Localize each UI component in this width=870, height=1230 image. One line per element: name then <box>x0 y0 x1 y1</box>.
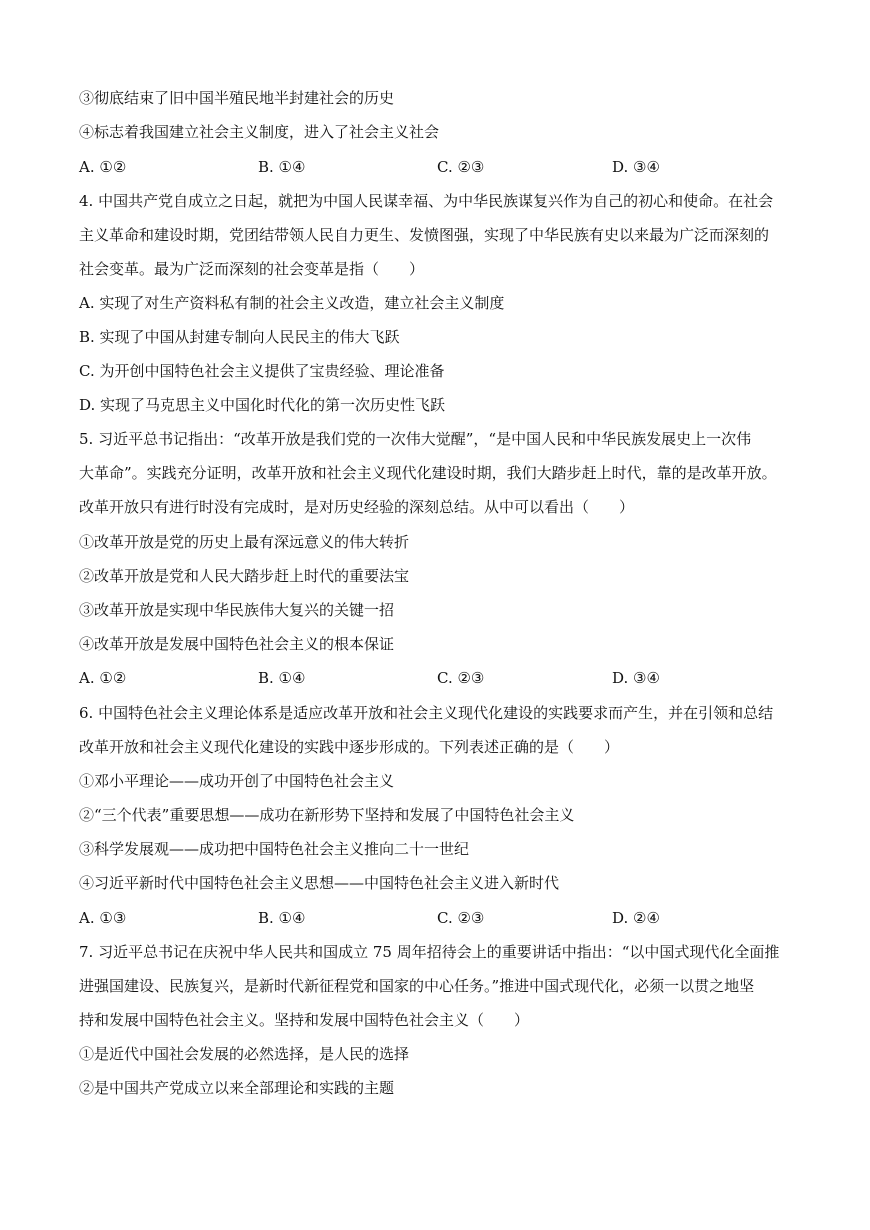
q5-option-b[interactable]: B. ①④ <box>258 669 306 687</box>
q6-stem-line-2: 改革开放和社会主义现代化建设的实践中逐步形成的。下列表述正确的是（ ） <box>79 738 620 756</box>
q4-stem-line-2: 主义革命和建设时期，党团结带领人民自力更生、发愤图强，实现了中华民族有史以来最为广泛而深刻的 <box>79 226 770 244</box>
q7-statement-1: ①是近代中国社会发展的必然选择，是人民的选择 <box>79 1045 410 1063</box>
q5-stem-line-1: 5. 习近平总书记指出：“改革开放是我们党的一次伟大觉醒”，“是中国人民和中华民族发展史上一次伟 <box>79 430 752 448</box>
q6-option-b[interactable]: B. ①④ <box>258 909 306 927</box>
q4-option-a[interactable]: A. 实现了对生产资料私有制的社会主义改造，建立社会主义制度 <box>79 294 505 312</box>
q6-statement-4: ④习近平新时代中国特色社会主义思想——中国特色社会主义进入新时代 <box>79 874 560 892</box>
q5-statement-4: ④改革开放是发展中国特色社会主义的根本保证 <box>79 635 395 653</box>
q5-statement-1: ①改革开放是党的历史上最有深远意义的伟大转折 <box>79 533 410 551</box>
q3-statement-4: ④标志着我国建立社会主义制度，进入了社会主义社会 <box>79 123 440 141</box>
q5-stem-line-2: 大革命”。实践充分证明，改革开放和社会主义现代化建设时期，我们大踏步赶上时代，靠的是改革开放。 <box>79 464 777 482</box>
q6-statement-3: ③科学发展观——成功把中国特色社会主义推向二十一世纪 <box>79 840 470 858</box>
q3-option-d[interactable]: D. ③④ <box>612 158 660 176</box>
q6-options <box>79 908 794 928</box>
q6-option-a[interactable]: A. ①③ <box>79 909 127 927</box>
q5-statement-2: ②改革开放是党和人民大踏步赶上时代的重要法宝 <box>79 567 410 585</box>
q4-option-d[interactable]: D. 实现了马克思主义中国化时代化的第一次历史性飞跃 <box>79 396 446 414</box>
q6-statement-2: ②“三个代表”重要思想——成功在新形势下坚持和发展了中国特色社会主义 <box>79 806 575 824</box>
q6-option-d[interactable]: D. ②④ <box>612 909 660 927</box>
q5-option-a[interactable]: A. ①② <box>79 669 127 687</box>
q3-option-c[interactable]: C. ②③ <box>437 158 485 176</box>
q3-option-b[interactable]: B. ①④ <box>258 158 306 176</box>
q4-stem-line-3: 社会变革。最为广泛而深刻的社会变革是指（ ） <box>79 260 425 278</box>
q5-statement-3: ③改革开放是实现中华民族伟大复兴的关键一招 <box>79 601 395 619</box>
q7-stem-line-1: 7. 习近平总书记在庆祝中华人民共和国成立 75 周年招待会上的重要讲话中指出：“以中国式现代化全面推 <box>79 943 780 961</box>
q6-stem-line-1: 6. 中国特色社会主义理论体系是适应改革开放和社会主义现代化建设的实践要求而产生，并在引领和总结 <box>79 704 774 722</box>
q4-stem-line-1: 4. 中国共产党自成立之日起，就把为中国人民谋幸福、为中华民族谋复兴作为自己的初心和使命。在社会 <box>79 192 774 210</box>
q5-stem-line-3: 改革开放只有进行时没有完成时，是对历史经验的深刻总结。从中可以看出（ ） <box>79 498 635 516</box>
q6-option-c[interactable]: C. ②③ <box>437 909 485 927</box>
q4-option-b[interactable]: B. 实现了中国从封建专制向人民民主的伟大飞跃 <box>79 328 400 346</box>
q7-stem-line-2: 进强国建设、民族复兴，是新时代新征程党和国家的中心任务。”推进中国式现代化，必须一以贯之地坚 <box>79 977 755 995</box>
q7-statement-2: ②是中国共产党成立以来全部理论和实践的主题 <box>79 1079 395 1097</box>
q5-options <box>79 668 794 688</box>
q5-option-c[interactable]: C. ②③ <box>437 669 485 687</box>
q3-statement-3: ③彻底结束了旧中国半殖民地半封建社会的历史 <box>79 89 395 107</box>
q5-option-d[interactable]: D. ③④ <box>612 669 660 687</box>
q4-option-c[interactable]: C. 为开创中国特色社会主义提供了宝贵经验、理论准备 <box>79 362 445 380</box>
q3-options <box>79 157 794 177</box>
q6-statement-1: ①邓小平理论——成功开创了中国特色社会主义 <box>79 772 395 790</box>
q3-option-a[interactable]: A. ①② <box>79 158 127 176</box>
q7-stem-line-3: 持和发展中国特色社会主义。坚持和发展中国特色社会主义（ ） <box>79 1011 530 1029</box>
